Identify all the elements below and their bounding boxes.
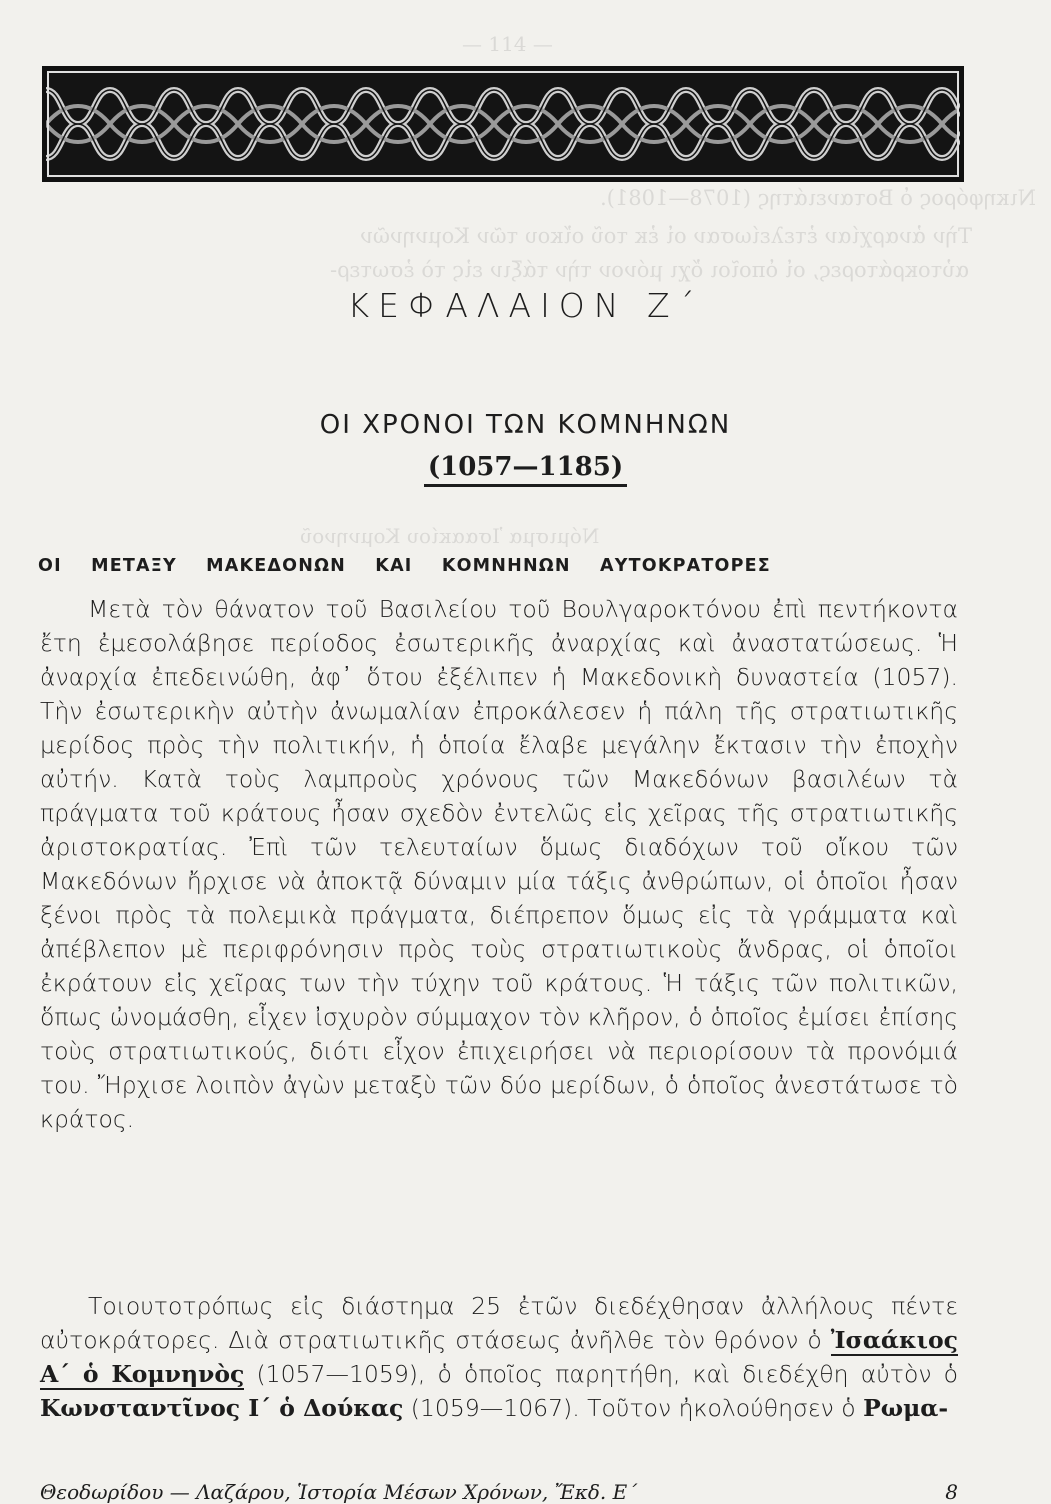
era-title: ΟΙ ΧΡΟΝΟΙ ΤΩΝ ΚΟΜΝΗΝΩΝ	[319, 410, 732, 440]
chapter-title: ΚΕΦΑΛΑΙΟΝ Ζ΄	[347, 286, 704, 325]
paragraph-2-part-3: (1059—1067). Τοῦτον ἠκολούθησεν ὁ	[410, 1394, 856, 1422]
emperor-name: Κωνσταντῖνος Ι΄ ὁ Δούκας	[40, 1394, 404, 1422]
era-years	[0, 452, 1051, 482]
bleed-through-line: Τὴν ἀναρχίαν ἐτελείωσαν οἱ ἐκ τοῦ οἴκου τῶν Κομνηνῶν	[360, 224, 972, 248]
decorative-banner	[42, 66, 964, 182]
footer	[40, 1480, 958, 1504]
paragraph-2-part-1: Τοιουτοτρόπως εἰς διάστημα 25 ἐτῶν διεδέχθησαν ἀλλήλους πέντε αὐτοκράτορες. Διὰ στρατιωτικῆς στάσεως ἀνῆλθε τὸν θρόνον ὁ	[40, 1292, 958, 1354]
footer-citation: Θεοδωρίδου — Λαζάρου, Ἱστορία Μέσων Χρόνων, Ἔκδ. Ε΄	[40, 1480, 638, 1504]
emperor-name: Ρωμα-	[863, 1394, 949, 1422]
era-years-text: (1057—1185)	[424, 452, 627, 487]
interlace-ornament	[46, 70, 960, 178]
bleed-through-line: αὐτοκράτορες, οἱ ὁποῖοι ὄχι μόνον τὴν τάξιν εἰς τὸ ἐσωτερ-	[330, 258, 970, 282]
bleed-through-caption: Νόμισμα Ἰσαακίου Κομνηνοῦ	[300, 524, 600, 548]
emperor-name: Ἰσαάκιος Α΄ ὁ Κομνηνὸς	[40, 1326, 958, 1388]
paragraph-2-part-2: (1057—1059), ὁ ὁποῖος παρητήθη, καὶ διεδέχθη αὐτὸν ὁ	[256, 1360, 958, 1388]
paragraph-2	[40, 1289, 958, 1425]
bleed-through-line: Νικηφόρος ὁ Βοτανειάτης (1078—1081).	[600, 186, 1036, 210]
page-number: — 114 —	[462, 32, 553, 56]
paragraph-1: Μετὰ τὸν θάνατον τοῦ Βασιλείου τοῦ Βουλγαροκτόνου ἐπὶ πεντήκοντα ἔτη ἐμεσολάβησε περίοδος ἐσωτερικῆς ἀναρχίας καὶ ἀναστατώσεως. Ἡ ἀναρχία ἐπεδεινώθη, ἀφ᾿ ὅτου ἐξέλιπεν ἡ Μακεδονικὴ δυναστεία (1057). Τὴν ἐσωτερικὴν αὐτὴν ἀνωμαλίαν ἐπροκάλεσεν ἡ πάλη τῆς στρατιωτικῆς μερίδος πρὸς τὴν πολιτικήν, ἡ ὁποία ἔλαβε μεγάλην ἔκτασιν τὴν ἐποχὴν αὐτήν. Κατὰ τοὺς λαμπροὺς χρόνους τῶν Μακεδόνων βασιλέων τὰ πράγματα τοῦ κράτους ἦσαν σχεδὸν ἐντελῶς εἰς χεῖρας τῆς στρατιωτικῆς ἀριστοκρατίας. Ἐπὶ τῶν τελευταίων ὅμως διαδόχων τοῦ οἴκου τῶν Μακεδόνων ἤρχισε νὰ ἀποκτᾷ δύναμιν μία τάξις ἀνθρώπων, οἱ ὁποῖοι ἦσαν ξένοι πρὸς τὰ πολεμικὰ πράγματα, διέπρεπον ὅμως εἰς τὰ γράμματα καὶ ἀπέβλεπον μὲ περιφρόνησιν πρὸς τοὺς στρατιωτικοὺς ἄνδρας, οἱ ὁποῖοι ἐκράτουν εἰς χεῖρας των τὴν τύχην τοῦ κράτους. Ἡ τάξις τῶν πολιτικῶν, ὅπως ὠνομάσθη, εἶχεν ἰσχυρὸν σύμμαχον τὸν κλῆρον, ὁ ὁποῖος ἐμίσει ἐπίσης τοὺς στρατιωτικούς, διότι εἶχον ἐπιχειρήσει νὰ περιορίσουν τὰ προνόμιά του. Ἤρχισε λοιπὸν ἀγὼν μεταξὺ τῶν δύο μερίδων, ὁ ὁποῖος ἀνεστάτωσε τὸ κράτος.	[40, 595, 958, 1133]
signature-mark: 8	[945, 1480, 958, 1504]
section-heading: ΟΙ ΜΕΤΑΞΥ ΜΑΚΕΔΟΝΩΝ ΚΑΙ ΚΟΜΝΗΝΩΝ ΑΥΤΟΚΡΑΤΟΡΕΣ	[38, 556, 771, 576]
